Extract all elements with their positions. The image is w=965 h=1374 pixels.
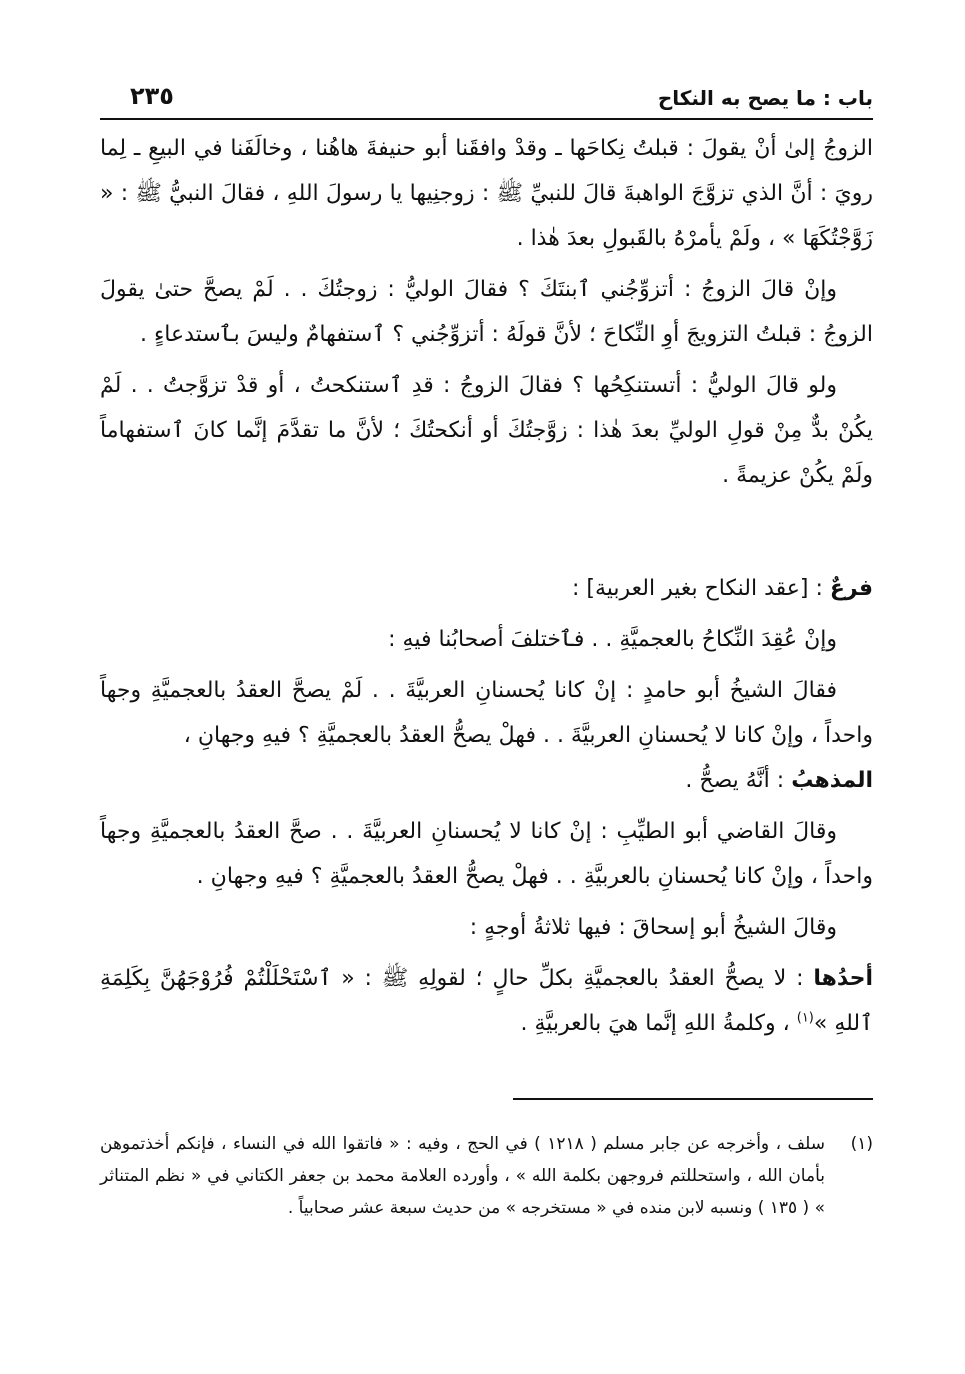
paragraph-ahaduha bbox=[100, 956, 873, 1046]
paragraph-text: فقالَ الشيخُ أبو حامدٍ : إنْ كانا يُحسنانِ العربيَّةَ . . لَمْ يصحَّ العقدُ بالعجميَّةِ وجهاً واحداً ، وإنْ كانا لا يُحسنانِ العربيَّةَ . . فهلْ يصحُّ العقدُ بالعجميَّةِ ؟ فيهِ وجهانِ ، bbox=[100, 678, 873, 748]
far-label: فرعٌ bbox=[829, 576, 873, 601]
footnote-divider bbox=[513, 1098, 873, 1100]
subheading-far bbox=[100, 566, 873, 611]
paragraph: ولو قالَ الوليُّ : أتستنكِحُها ؟ فقالَ الزوجُ : قدِ ٱستنكحتُ ، أو قدْ تزوَّجتُ . . لَمْ يكُنْ بدٌّ مِنْ قولِ الوليِّ بعدَ هٰذا : زوَّجتُكَ أو أنكحتُكَ ؛ لأنَّ ما تقدَّمَ إنَّما كانَ ٱستفهاماً ولَمْ يكُنْ عزيمةً . bbox=[100, 373, 873, 488]
footnote-text: سلف ، وأخرجه عن جابر مسلم ( ١٢١٨ ) في الحج ، وفيه : « فاتقوا الله في النساء ، فإنكم أخذتموهن بأمان الله ، واستحللتم فروجهن بكلمة الله » ، وأورده العلامة محمد بن جعفر الكتاني في « نظم المتناثر » ( ١٣٥ ) ونسبه لابن منده في « مستخرجه » من حديث سبعة عشر صحابياً . bbox=[100, 1134, 825, 1218]
madhhab-text: : أنَّهُ يصحُّ . bbox=[685, 768, 792, 793]
paragraph bbox=[100, 668, 873, 803]
running-title: باب : ما يصح به النكاح bbox=[657, 86, 873, 110]
paragraph: الزوجُ إلىٰ أنْ يقولَ : قبلتُ نِكاحَها ـ وقدْ وافقَنا أبو حنيفةَ هاهُنا ، وخالَفَنا في البيعِ ـ لِما رويَ : أنَّ الذي تزوَّجَ الواهبةَ قالَ للنبيِّ ﷺ : زوجنِيها يا رسولَ اللهِ ، فقالَ النبيُّ ﷺ : « زَوَّجْتُكَهَا » ، ولَمْ يأمرْهُ بالقَبولِ بعدَ هٰذا . bbox=[100, 136, 873, 251]
main-text bbox=[100, 126, 873, 1052]
far-title: : [عقد النكاح بغير العربية] : bbox=[571, 576, 830, 601]
footnote-ref: (١) bbox=[796, 1010, 814, 1026]
paragraph: وقالَ الشيخُ أبو إسحاقَ : فيها ثلاثةُ أوجهٍ : bbox=[469, 915, 837, 940]
page-number: ٢٣٥ bbox=[130, 82, 174, 110]
footnotes bbox=[100, 1128, 873, 1224]
ahaduha-tail: ، وكلمةُ اللهِ إنَّما هيَ بالعربيَّةِ . bbox=[520, 1011, 797, 1036]
madhhab-label: المذهبُ bbox=[791, 768, 873, 793]
paragraph: وإنْ عُقِدَ النِّكاحُ بالعجميَّةِ . . فٱختلفَ أصحابُنا فيهِ : bbox=[388, 627, 837, 652]
ahaduha-text: : لا يصحُّ العقدُ بالعجميَّةِ بكلِّ حالٍ ؛ لقولِهِ ﷺ : « ٱسْتَحْلَلْتُمْ فُرُوْجَهُنَّ بِكَلِمَةِ ٱللهِ » bbox=[100, 966, 873, 1036]
section-gap bbox=[100, 504, 873, 566]
page-header bbox=[100, 82, 873, 120]
paragraph: وقالَ القاضي أبو الطيِّبِ : إنْ كانا لا يُحسنانِ العربيَّةَ . . صحَّ العقدُ بالعجميَّةِ وجهاً واحداً ، وإنْ كانا يُحسنانِ بالعربيَّةِ . . فهلْ يصحُّ العقدُ بالعجميَّةِ ؟ فيهِ وجهانِ . bbox=[100, 819, 873, 889]
footnote bbox=[100, 1128, 873, 1224]
paragraph: وإنْ قالَ الزوجُ : أتزوِّجُني ٱبنتَكَ ؟ فقالَ الوليُّ : زوجتُكَ . . لَمْ يصحَّ حتىٰ يقولَ الزوجُ : قبلتُ التزويجَ أوِ النِّكاحَ ؛ لأنَّ قولَهُ : أتزوِّجُني ؟ ٱستفهامٌ وليسَ بٱستدعاءٍ . bbox=[100, 277, 873, 347]
footnote-number: (١) bbox=[850, 1134, 873, 1154]
ahaduha-label: أحدُها bbox=[813, 966, 873, 991]
